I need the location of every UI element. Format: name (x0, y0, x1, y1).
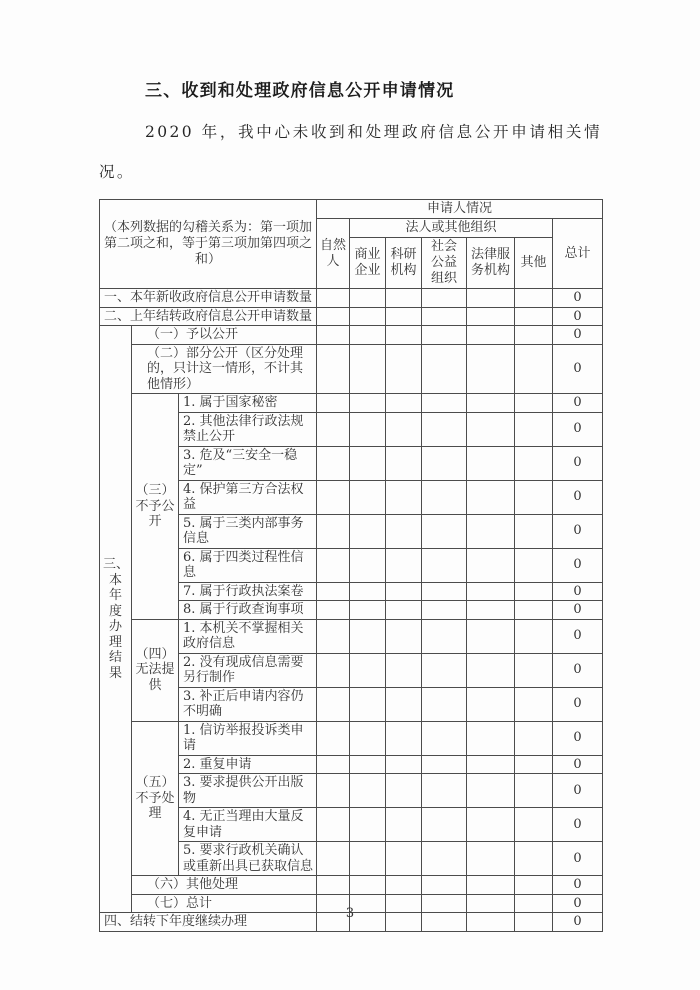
data-cell (386, 480, 422, 514)
total-value: 0 (553, 755, 603, 774)
data-cell (515, 514, 553, 548)
row-label: （一）予以公开 (132, 326, 317, 345)
data-cell (467, 307, 515, 326)
data-cell (350, 394, 386, 413)
total-value: 0 (553, 619, 603, 653)
row-label: 6. 属于四类过程性信息 (179, 548, 317, 582)
data-cell (350, 876, 386, 895)
data-cell (515, 601, 553, 620)
total-value: 0 (553, 721, 603, 755)
data-cell (467, 344, 515, 394)
data-cell (515, 289, 553, 308)
data-cell (467, 582, 515, 601)
data-cell (422, 289, 467, 308)
data-cell (467, 326, 515, 345)
data-cell (467, 774, 515, 808)
data-cell (467, 842, 515, 876)
data-cell (422, 446, 467, 480)
data-cell (422, 755, 467, 774)
data-cell (386, 687, 422, 721)
data-cell (515, 876, 553, 895)
data-cell (386, 755, 422, 774)
data-cell (386, 326, 422, 345)
table-corner-note: （本列数据的勾稽关系为：第一项加第二项之和，等于第三项加第四项之和） (100, 200, 317, 289)
data-cell (317, 721, 350, 755)
data-cell (350, 842, 386, 876)
data-cell (386, 582, 422, 601)
data-cell (350, 446, 386, 480)
total-value: 0 (553, 774, 603, 808)
data-cell (515, 619, 553, 653)
data-cell (422, 326, 467, 345)
data-cell (386, 446, 422, 480)
data-cell (317, 326, 350, 345)
data-cell (515, 480, 553, 514)
data-cell (350, 619, 386, 653)
total-value: 0 (553, 480, 603, 514)
data-cell (350, 514, 386, 548)
data-cell (350, 412, 386, 446)
row-label: （七）总计 (132, 894, 317, 913)
total-value: 0 (553, 876, 603, 895)
table-row (100, 876, 603, 895)
row-label: 一、本年新收政府信息公开申请数量 (100, 289, 317, 308)
data-cell (467, 480, 515, 514)
data-cell (317, 480, 350, 514)
header-legal-org: 法人或其他组织 (350, 219, 553, 238)
data-cell (515, 755, 553, 774)
group-label-not-disclosed: （三）不予公开 (132, 394, 179, 620)
data-cell (515, 582, 553, 601)
table-row (100, 326, 603, 345)
data-cell (515, 774, 553, 808)
data-cell (317, 842, 350, 876)
data-cell (350, 721, 386, 755)
group-label-annual-results: 三、本年度办理结果 (100, 326, 132, 913)
table-row (100, 307, 603, 326)
table-row (100, 344, 603, 394)
data-cell (386, 808, 422, 842)
row-label: 1. 本机关不掌握相关政府信息 (179, 619, 317, 653)
data-cell (422, 774, 467, 808)
total-value: 0 (553, 601, 603, 620)
data-cell (317, 514, 350, 548)
total-value: 0 (553, 446, 603, 480)
row-label: 2. 重复申请 (179, 755, 317, 774)
data-cell (467, 687, 515, 721)
data-cell (422, 307, 467, 326)
row-label: 5. 要求行政机关确认或重新出具已获取信息 (179, 842, 317, 876)
data-cell (515, 653, 553, 687)
row-label: （二）部分公开（区分处理的，只计这一情形，不计其他情形） (132, 344, 317, 394)
body-paragraph: 2020 年，我中心未收到和处理政府信息公开申请相关情况。 (99, 123, 602, 181)
total-value: 0 (553, 913, 603, 932)
data-cell (467, 514, 515, 548)
row-label: 3. 危及“三安全一稳定” (179, 446, 317, 480)
data-cell (386, 548, 422, 582)
data-cell (515, 326, 553, 345)
total-value: 0 (553, 344, 603, 394)
row-label: 2. 其他法律行政法规禁止公开 (179, 412, 317, 446)
data-cell (317, 582, 350, 601)
header-legal-service-org: 法律服务机构 (467, 238, 515, 289)
data-cell (515, 842, 553, 876)
data-cell (317, 687, 350, 721)
data-cell (386, 721, 422, 755)
row-label: 2. 没有现成信息需要另行制作 (179, 653, 317, 687)
data-cell (317, 289, 350, 308)
header-commercial-enterprise: 商业企业 (350, 238, 386, 289)
row-label: 3. 要求提供公开出版物 (179, 774, 317, 808)
data-cell (350, 687, 386, 721)
table-row (100, 721, 603, 755)
data-cell (467, 548, 515, 582)
data-cell (386, 514, 422, 548)
data-cell (422, 514, 467, 548)
data-cell (350, 755, 386, 774)
header-total: 总计 (553, 219, 603, 289)
data-cell (386, 653, 422, 687)
data-cell (317, 446, 350, 480)
table-row (100, 394, 603, 413)
row-label: 1. 信访举报投诉类申请 (179, 721, 317, 755)
table-row (100, 289, 603, 308)
row-label: 5. 属于三类内部事务信息 (179, 514, 317, 548)
data-cell (422, 842, 467, 876)
group-label-unable-to-provide: （四）无法提供 (132, 619, 179, 721)
total-value: 0 (553, 808, 603, 842)
data-cell (422, 582, 467, 601)
data-cell (515, 446, 553, 480)
data-cell (317, 307, 350, 326)
data-cell (467, 721, 515, 755)
header-other: 其他 (515, 238, 553, 289)
group-label-not-processed: （五）不予处理 (132, 721, 179, 876)
data-cell (515, 344, 553, 394)
data-cell (317, 344, 350, 394)
data-cell (350, 289, 386, 308)
row-label: 1. 属于国家秘密 (179, 394, 317, 413)
data-cell (350, 480, 386, 514)
data-cell (386, 601, 422, 620)
data-cell (422, 721, 467, 755)
data-cell (350, 653, 386, 687)
data-cell (467, 412, 515, 446)
header-applicant-situation: 申请人情况 (317, 200, 603, 219)
data-cell (515, 394, 553, 413)
total-value: 0 (553, 842, 603, 876)
data-cell (317, 619, 350, 653)
data-cell (422, 394, 467, 413)
data-cell (317, 774, 350, 808)
row-label: 4. 无正当理由大量反复申请 (179, 808, 317, 842)
data-cell (386, 774, 422, 808)
statistics-table (99, 199, 603, 932)
data-cell (317, 755, 350, 774)
data-cell (422, 548, 467, 582)
data-cell (467, 619, 515, 653)
data-cell (467, 394, 515, 413)
data-cell (467, 446, 515, 480)
header-research-institution: 科研机构 (386, 238, 422, 289)
total-value: 0 (553, 394, 603, 413)
row-label: 3. 补正后申请内容仍不明确 (179, 687, 317, 721)
data-cell (422, 619, 467, 653)
data-cell (515, 808, 553, 842)
document-body (99, 76, 602, 932)
header-row-1 (100, 200, 603, 219)
data-cell (350, 326, 386, 345)
data-cell (386, 307, 422, 326)
data-cell (515, 412, 553, 446)
data-cell (386, 394, 422, 413)
data-cell (350, 774, 386, 808)
data-cell (386, 842, 422, 876)
section-title: 三、收到和处理政府信息公开申请情况 (145, 81, 455, 100)
data-cell (386, 289, 422, 308)
total-value: 0 (553, 412, 603, 446)
data-cell (350, 548, 386, 582)
data-cell (386, 876, 422, 895)
data-cell (422, 480, 467, 514)
data-cell (515, 721, 553, 755)
data-cell (515, 307, 553, 326)
data-cell (467, 653, 515, 687)
data-cell (422, 601, 467, 620)
total-value: 0 (553, 653, 603, 687)
total-value: 0 (553, 289, 603, 308)
data-cell (386, 344, 422, 394)
data-cell (350, 808, 386, 842)
data-cell (350, 307, 386, 326)
data-cell (317, 653, 350, 687)
data-cell (467, 755, 515, 774)
data-cell (422, 344, 467, 394)
data-cell (317, 548, 350, 582)
data-cell (515, 687, 553, 721)
data-cell (317, 601, 350, 620)
data-cell (467, 876, 515, 895)
data-cell (422, 876, 467, 895)
total-value: 0 (553, 687, 603, 721)
total-value: 0 (553, 548, 603, 582)
page-number: 3 (345, 906, 355, 921)
total-value: 0 (553, 894, 603, 913)
data-cell (467, 601, 515, 620)
data-cell (317, 808, 350, 842)
total-value: 0 (553, 514, 603, 548)
data-cell (386, 619, 422, 653)
row-label: （六）其他处理 (132, 876, 317, 895)
row-label: 7. 属于行政执法案卷 (179, 582, 317, 601)
row-label: 二、上年结转政府信息公开申请数量 (100, 307, 317, 326)
data-cell (350, 344, 386, 394)
data-cell (350, 601, 386, 620)
data-cell (422, 808, 467, 842)
data-cell (422, 412, 467, 446)
data-cell (317, 394, 350, 413)
row-label: 8. 属于行政查询事项 (179, 601, 317, 620)
data-cell (422, 687, 467, 721)
header-natural-person: 自然人 (317, 219, 350, 289)
data-cell (467, 808, 515, 842)
data-cell (467, 289, 515, 308)
data-cell (317, 412, 350, 446)
data-cell (422, 653, 467, 687)
total-value: 0 (553, 582, 603, 601)
header-public-welfare-org: 社会公益组织 (422, 238, 467, 289)
total-value: 0 (553, 307, 603, 326)
data-cell (350, 582, 386, 601)
data-cell (317, 876, 350, 895)
data-cell (386, 412, 422, 446)
row-label: 4. 保护第三方合法权益 (179, 480, 317, 514)
total-value: 0 (553, 326, 603, 345)
table-row (100, 619, 603, 653)
row-label: 四、结转下年度继续办理 (100, 913, 317, 932)
data-cell (515, 548, 553, 582)
